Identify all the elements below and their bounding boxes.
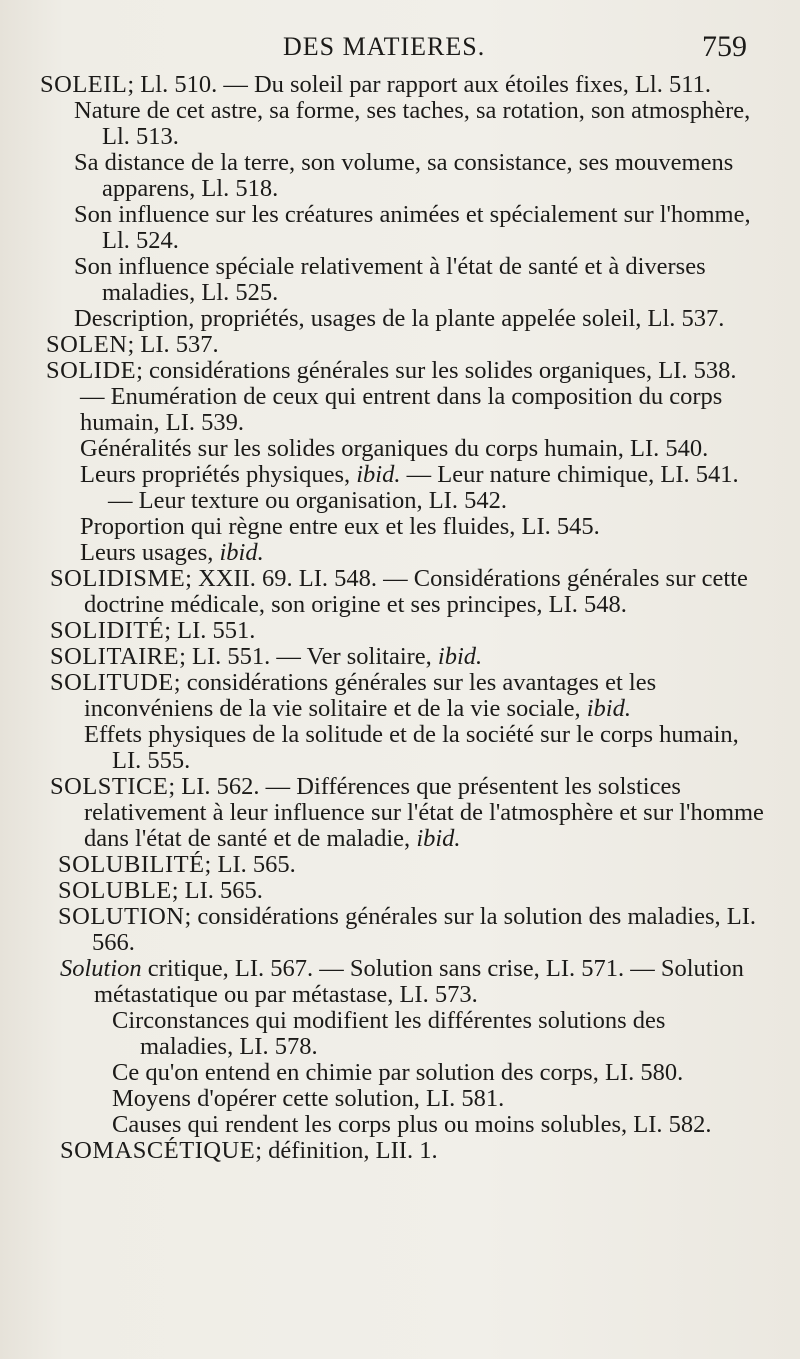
page-number: 759 [702, 30, 747, 63]
entry-text: ; considérations générales sur la solution des maladies, LI. 566. [92, 903, 757, 956]
entry-solitude [50, 670, 764, 722]
entry-term: SOLITUDE [50, 669, 174, 696]
entry-text: Circonstances qui modifient les différentes solutions des maladies, LI. 578. [112, 1007, 666, 1060]
entry-solen [46, 332, 764, 358]
entry-soleil-nature [40, 98, 764, 150]
entry-term: SOLSTICE [50, 773, 169, 800]
entry-solution-critique [60, 956, 764, 1008]
entry-text: ; LI. 551. [164, 617, 256, 644]
entry-italic-term: Solution [60, 955, 142, 982]
entry-term: SOLEIL [40, 71, 128, 98]
entry-solide-usages [46, 540, 764, 566]
entry-term: SOLIDISME [50, 565, 186, 592]
entry-soleil-sante [40, 254, 764, 306]
entry-soluble [58, 878, 764, 904]
entry-solitaire [50, 644, 764, 670]
entry-italic: ibid. [586, 695, 631, 722]
entry-text: ; définition, LII. 1. [255, 1137, 438, 1164]
entry-solide-proprietes [46, 462, 764, 514]
entry-somascetique [60, 1138, 764, 1164]
entry-text: Proportion qui règne entre eux et les fluides, LI. 545. [80, 513, 600, 540]
entry-text: Effets physiques de la solitude et de la société sur le corps humain, LI. 555. [84, 721, 739, 774]
entry-italic: ibid. [437, 643, 483, 670]
entry-solution-chimie [58, 1060, 764, 1086]
entry-text: ; LI. 551. — Ver solitaire, [179, 643, 438, 670]
entry-term: SOMASCÉTIQUE [60, 1137, 256, 1164]
entry-text: Son influence spéciale relativement à l'état de santé et à diverses maladies, Ll. 525. [74, 253, 706, 306]
entry-term: SOLEN [46, 331, 128, 358]
entry-solstice [50, 774, 764, 852]
entry-term: SOLITAIRE [50, 643, 180, 670]
entry-solidite [50, 618, 764, 644]
entry-term: SOLUBLE [58, 877, 172, 904]
entry-term: SOLUTION [58, 903, 185, 930]
entry-text: Généralités sur les solides organiques du corps humain, LI. 540. [80, 435, 709, 462]
entry-solution-moyens [58, 1086, 764, 1112]
index-entries [36, 72, 764, 1164]
entry-text: ; Ll. 510. — Du soleil par rapport aux étoiles fixes, Ll. 511. [127, 71, 711, 98]
entry-solubilite [58, 852, 764, 878]
entry-text: Causes qui rendent les corps plus ou moins solubles, LI. 582. [112, 1111, 712, 1138]
entry-solidisme [50, 566, 764, 618]
entry-text: Ce qu'on entend en chimie par solution des corps, LI. 580. [112, 1059, 684, 1086]
entry-soleil-distance [40, 150, 764, 202]
entry-text: ; LI. 562. — Différences que présentent les solstices relativement à leur influence sur l'état de l'atmosphère et sur l'homme dans l'état de santé et de maladie, [84, 773, 764, 852]
entry-solution-circonstances [58, 1008, 764, 1060]
entry-italic: ibid. [356, 461, 401, 488]
entry-soleil-influence [40, 202, 764, 254]
entry-italic: ibid. [416, 825, 461, 852]
entry-solitude-effets [50, 722, 764, 774]
entry-soleil [40, 72, 764, 98]
entry-text: ; considérations générales sur les solides organiques, LI. 538. — Enumération de ceux qui entrent dans la composition du corps humain, LI. 539. [80, 357, 737, 436]
entry-text: critique, LI. 567. — Solution sans crise, LI. 571. — Solution métastatique ou par métastase, LI. 573. [94, 955, 744, 1008]
entry-solide [46, 358, 764, 436]
entry-solide-proportion [46, 514, 764, 540]
entry-italic: ibid. [219, 539, 264, 566]
entry-text: Nature de cet astre, sa forme, ses taches, sa rotation, son atmosphère, Ll. 513. [74, 97, 751, 150]
entry-text: Moyens d'opérer cette solution, LI. 581. [112, 1085, 505, 1112]
running-title: DES MATIERES. [283, 32, 486, 61]
entry-term: SOLIDE [46, 357, 137, 384]
entry-text: ; considérations générales sur les avantages et les inconvéniens de la vie solitaire et de la vie sociale, [84, 669, 657, 722]
entry-solide-generalites [46, 436, 764, 462]
entry-text: Son influence sur les créatures animées et spécialement sur l'homme, Ll. 524. [74, 201, 751, 254]
entry-text: Sa distance de la terre, son volume, sa consistance, ses mouvemens apparens, Ll. 518. [74, 149, 734, 202]
entry-text: — Leur nature chimique, LI. 541. — Leur texture ou organisation, LI. 542. [108, 461, 739, 514]
entry-term: SOLUBILITÉ [58, 851, 205, 878]
entry-text: Leurs propriétés physiques, [80, 461, 357, 488]
entry-text: ; XXII. 69. LI. 548. — Considérations générales sur cette doctrine médicale, son origine et ses principes, LI. 548. [84, 565, 748, 618]
entry-text: Description, propriétés, usages de la plante appelée soleil, Ll. 537. [74, 305, 725, 332]
entry-text: ; LI. 565. [204, 851, 296, 878]
entry-text: ; LI. 565. [171, 877, 263, 904]
entry-soleil-plante [40, 306, 764, 332]
entry-text: Leurs usages, [80, 539, 220, 566]
entry-solution-causes [58, 1112, 764, 1138]
entry-text: ; LI. 537. [127, 331, 219, 358]
entry-solution [58, 904, 764, 956]
page-header [0, 30, 800, 70]
entry-term: SOLIDITÉ [50, 617, 165, 644]
